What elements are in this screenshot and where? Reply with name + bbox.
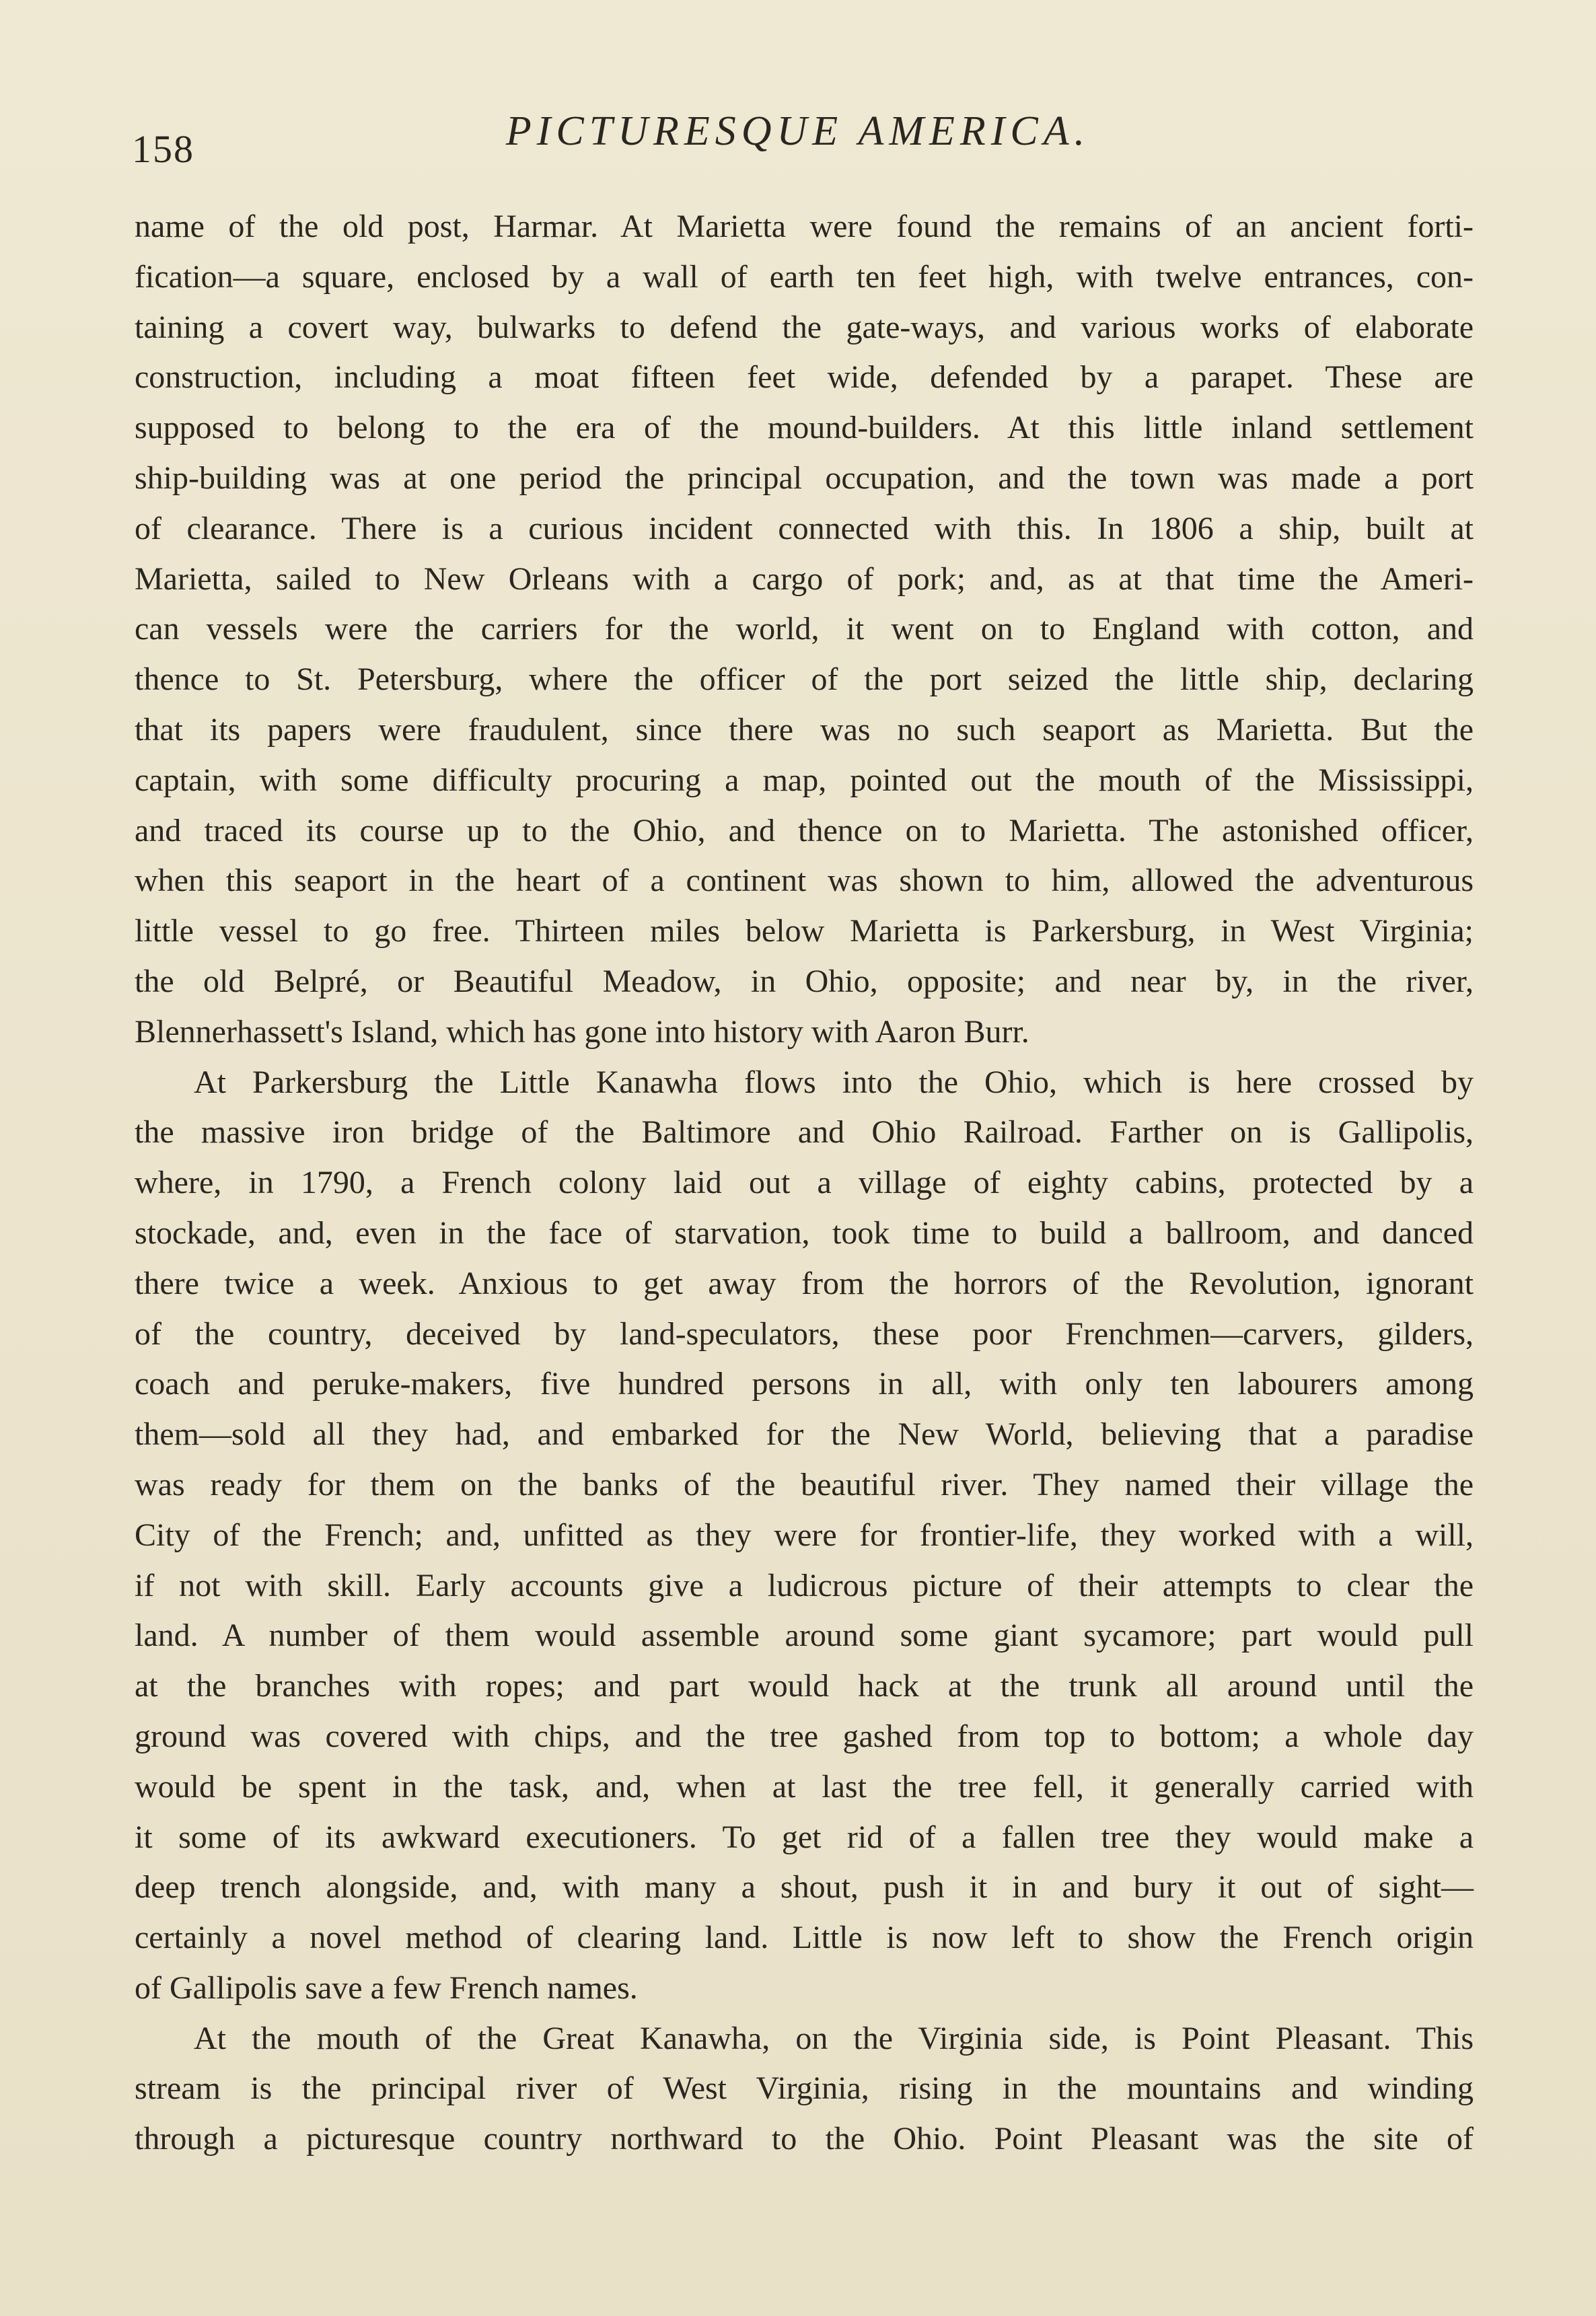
text-line: coach and peruke-makers, five hundred persons in all, with only ten labourers among bbox=[135, 1366, 1474, 1402]
text-line: would be spent in the task, and, when at last the tree fell, it generally carried with bbox=[135, 1768, 1474, 1805]
text-line: at the branches with ropes; and part would hack at the trunk all around until the bbox=[135, 1668, 1474, 1704]
text-line: construction, including a moat fifteen feet wide, defended by a parapet. These are bbox=[135, 359, 1474, 396]
text-line: Marietta, sailed to New Orleans with a cargo of pork; and, as at that time the Ameri- bbox=[135, 560, 1474, 597]
paragraph-start-line: At Parkersburg the Little Kanawha flows into the Ohio, which is here crossed by bbox=[194, 1064, 1474, 1100]
text-line: of the country, deceived by land-speculators, these poor Frenchmen—carvers, gilders, bbox=[135, 1315, 1474, 1352]
text-line: ship-building was at one period the principal occupation, and the town was made a port bbox=[135, 460, 1474, 496]
text-line: ground was covered with chips, and the tree gashed from top to bottom; a whole day bbox=[135, 1718, 1474, 1754]
text-line: stream is the principal river of West Virginia, rising in the mountains and winding bbox=[135, 2070, 1474, 2107]
text-line: deep trench alongside, and, with many a shout, push it in and bury it out of sight— bbox=[135, 1869, 1474, 1906]
body-text bbox=[135, 202, 1474, 2165]
text-line: of clearance. There is a curious incident connected with this. In 1806 a ship, built at bbox=[135, 510, 1474, 546]
text-line: thence to St. Petersburg, where the officer of the port seized the little ship, declaring bbox=[135, 661, 1474, 698]
text-line: name of the old post, Harmar. At Marietta were found the remains of an ancient forti- bbox=[135, 209, 1474, 244]
text-line: the old Belpré, or Beautiful Meadow, in Ohio, opposite; and near by, in the river, bbox=[135, 963, 1474, 999]
text-line: certainly a novel method of clearing land. Little is now left to show the French origin bbox=[135, 1920, 1474, 1956]
paragraph-end-line: Blennerhassett's Island, which has gone into history with Aaron Burr. bbox=[135, 1013, 1029, 1050]
text-line: land. A number of them would assemble around some giant sycamore; part would pull bbox=[135, 1618, 1474, 1654]
text-line: can vessels were the carriers for the world, it went on to England with cotton, and bbox=[135, 611, 1474, 647]
page-number: 158 bbox=[132, 127, 194, 171]
text-line: taining a covert way, bulwarks to defend the gate-ways, and various works of elaborate bbox=[135, 309, 1474, 345]
text-line: City of the French; and, unfitted as they were for frontier-life, they worked with a will, bbox=[135, 1517, 1474, 1553]
paragraph-start-line: At the mouth of the Great Kanawha, on the Virginia side, is Point Pleasant. This bbox=[194, 2020, 1474, 2056]
text-line: there twice a week. Anxious to get away from the horrors of the Revolution, ignorant bbox=[135, 1265, 1474, 1301]
text-line: the massive iron bridge of the Baltimore and Ohio Railroad. Farther on is Gallipolis, bbox=[135, 1114, 1474, 1151]
text-line: supposed to belong to the era of the mound-builders. At this little inland settlement bbox=[135, 410, 1474, 446]
running-head: PICTURESQUE AMERICA. bbox=[505, 108, 1091, 154]
text-line: fication—a square, enclosed by a wall of earth ten feet high, with twelve entrances, con- bbox=[135, 258, 1474, 295]
text-line: them—sold all they had, and embarked for the New World, believing that a paradise bbox=[135, 1416, 1474, 1453]
text-line: little vessel to go free. Thirteen miles below Marietta is Parkersburg, in West Virginia; bbox=[135, 913, 1474, 949]
text-line: where, in 1790, a French colony laid out a village of eighty cabins, protected by a bbox=[135, 1165, 1474, 1201]
text-line: was ready for them on the banks of the beautiful river. They named their village the bbox=[135, 1466, 1474, 1503]
text-line: that its papers were fraudulent, since there was no such seaport as Marietta. But the bbox=[135, 711, 1474, 748]
text-line: through a picturesque country northward to the Ohio. Point Pleasant was the site of bbox=[135, 2121, 1474, 2157]
text-line: captain, with some difficulty procuring a map, pointed out the mouth of the Mississippi, bbox=[135, 762, 1474, 798]
text-line: when this seaport in the heart of a continent was shown to him, allowed the adventurous bbox=[135, 863, 1474, 899]
paragraph-end-line: of Gallipolis save a few French names. bbox=[135, 1969, 638, 2006]
text-line: and traced its course up to the Ohio, and thence on to Marietta. The astonished officer, bbox=[135, 812, 1474, 848]
text-line: if not with skill. Early accounts give a ludicrous picture of their attempts to clear the bbox=[135, 1567, 1474, 1603]
text-line: it some of its awkward executioners. To get rid of a fallen tree they would make a bbox=[135, 1819, 1474, 1855]
text-line: stockade, and, even in the face of starvation, took time to build a ballroom, and danced bbox=[135, 1215, 1474, 1251]
